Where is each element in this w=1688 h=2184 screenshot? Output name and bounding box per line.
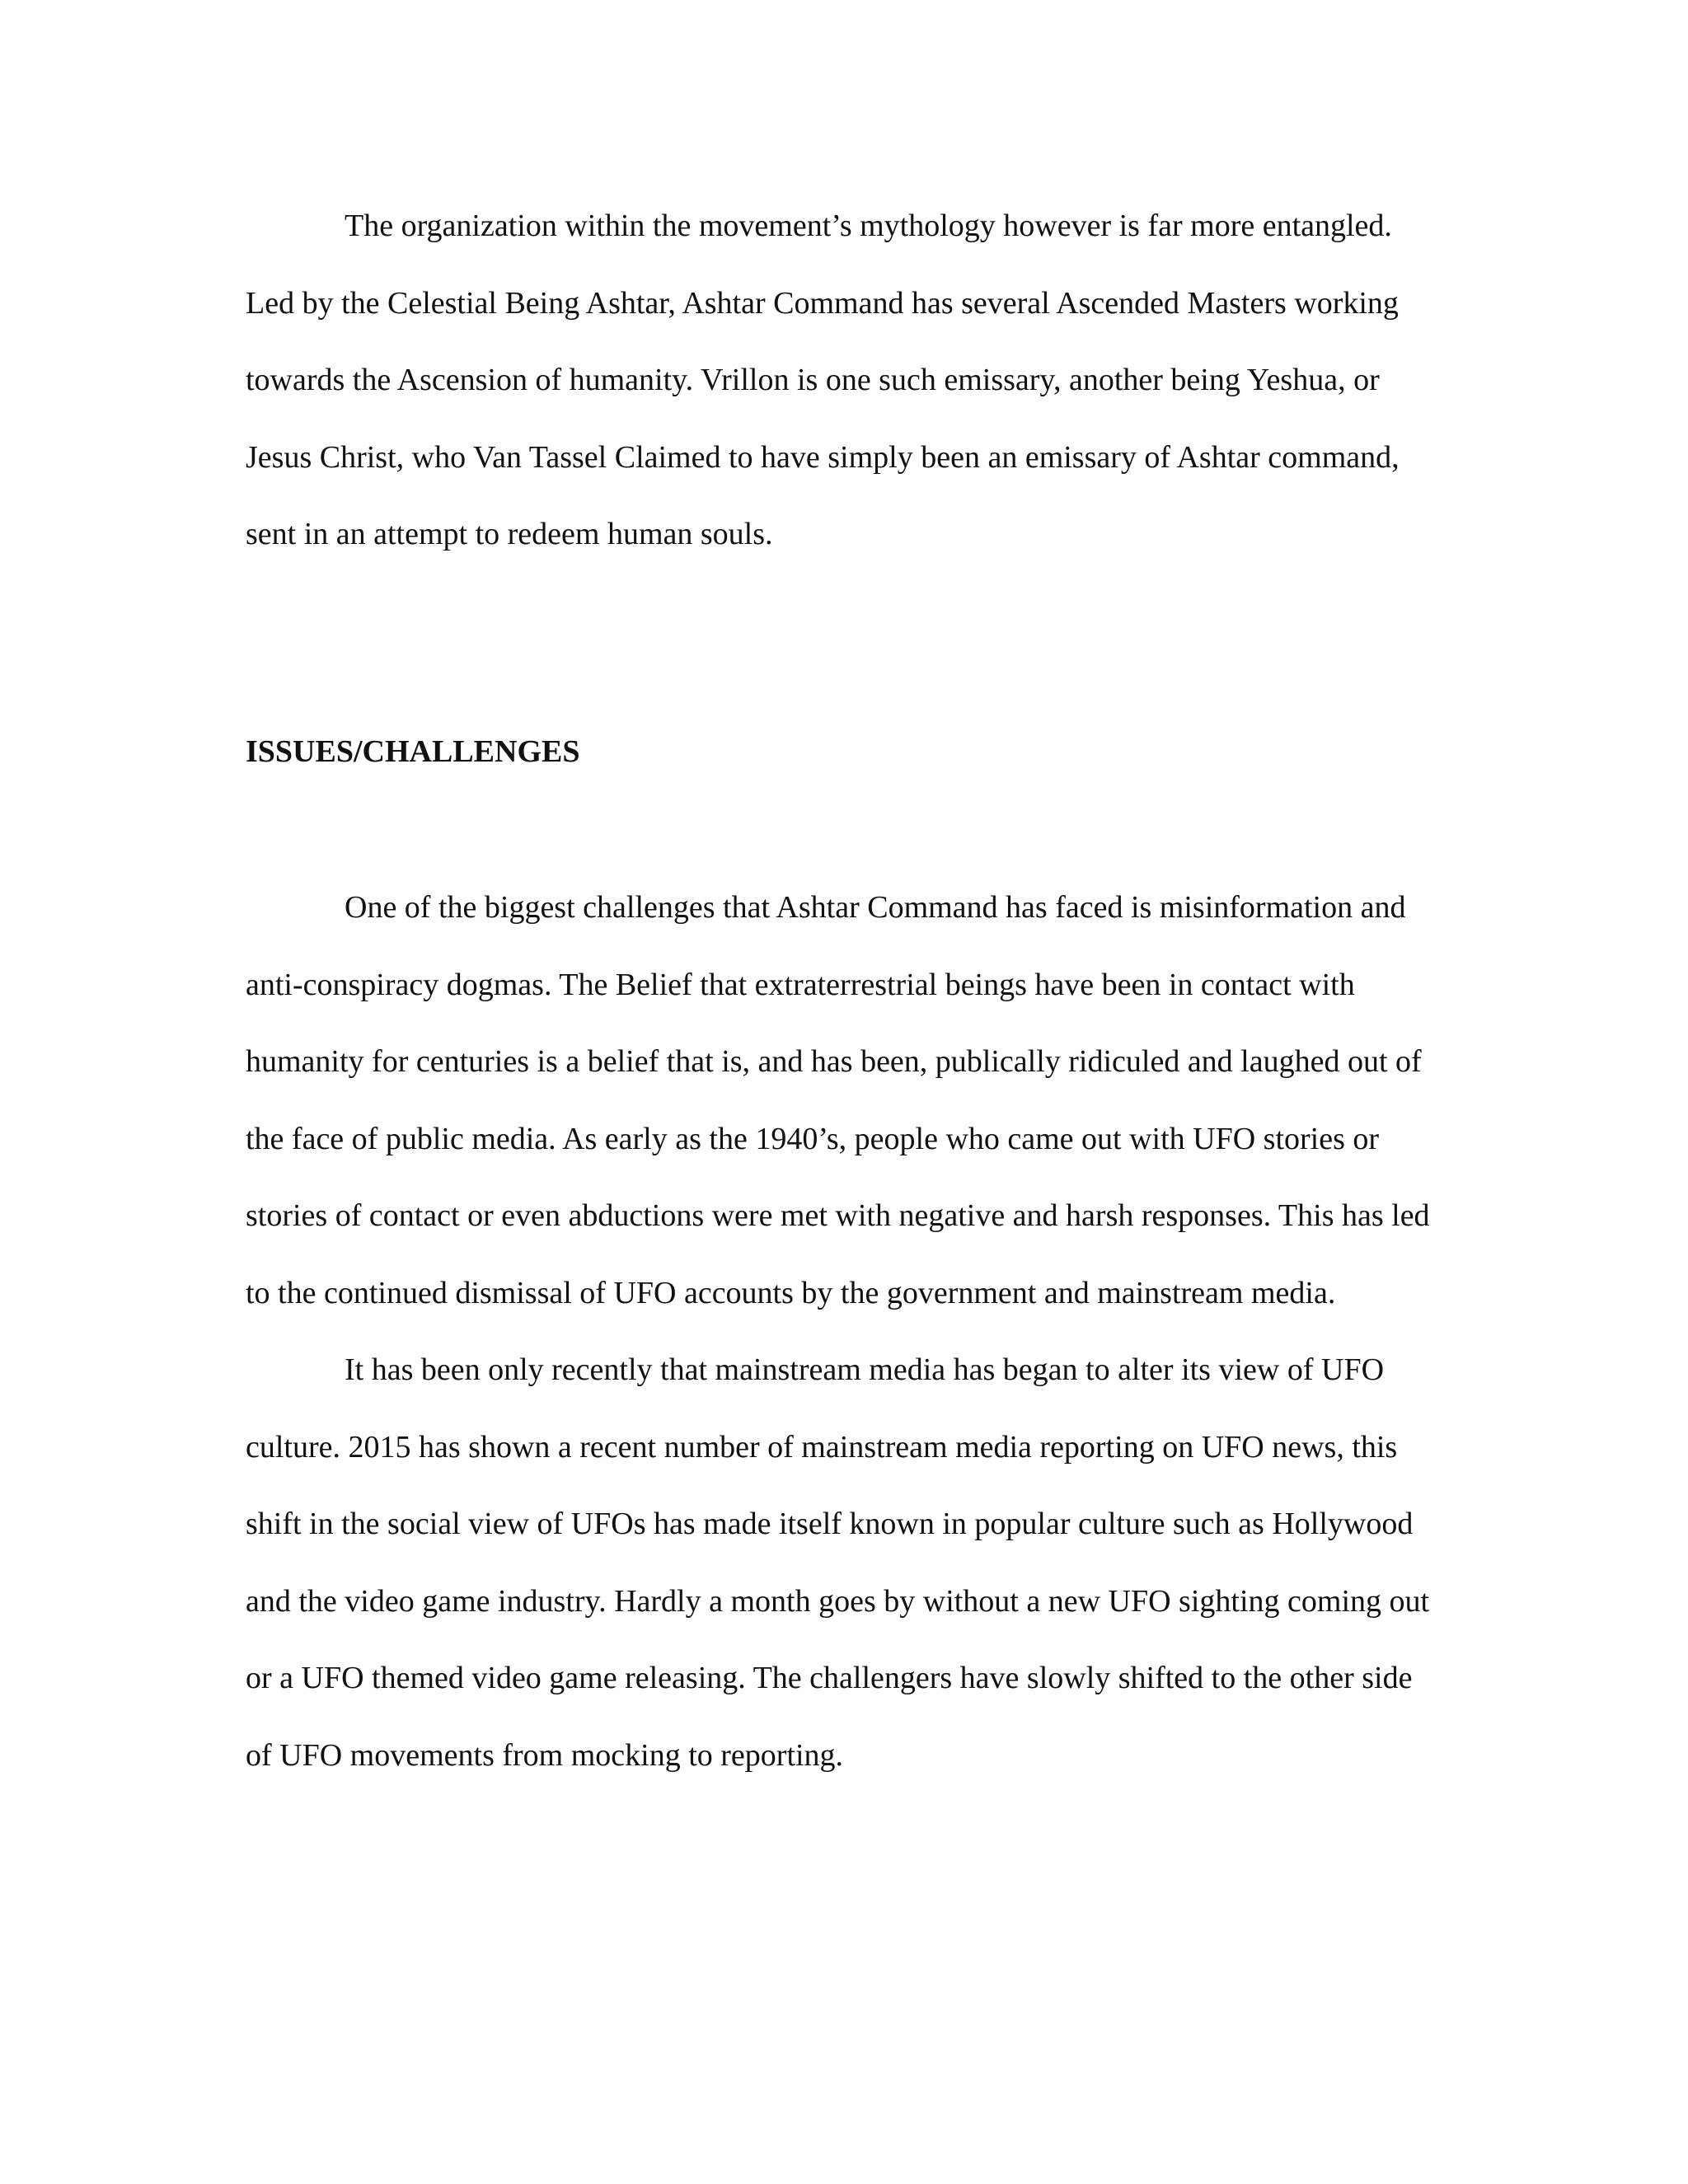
paragraph-challenges-misinformation: One of the biggest challenges that Ashtar Command has faced is misinformation and anti-conspiracy dogmas. The Belief that extraterrestrial beings have been in contact with humanity for centuries is a belief that is, and has been, publically ridiculed and laughed out of the face of public media. As early as the 1940’s, people who came out with UFO stories or stories of contact or even abductions were met with negative and harsh responses. This has led to the continued dismissal of UFO accounts by the government and mainstream media. xyxy=(246,890,1430,1310)
paragraph-mainstream-media-shift: It has been only recently that mainstream media has began to alter its view of UFO culture. 2015 has shown a recent number of mainstream media reporting on UFO news, this shift in the social view of UFOs has made itself known in popular culture such as Hollywood and the video game industry. Hardly a month goes by without a new UFO sighting coming out or a UFO themed video game releasing. The challengers have slowly shifted to the other side of UFO movements from mocking to reporting. xyxy=(246,1352,1430,1773)
spacer xyxy=(246,790,1432,869)
spacer xyxy=(246,574,1432,714)
paragraph-ashtar-organization: The organization within the movement’s mythology however is far more entangled. Led by the Celestial Being Ashtar, Ashtar Command has several Ascended Masters working towards the Ascension of humanity. Vrillon is one such emissary, another being Yeshua, or Jesus Christ, who Van Tassel Claimed to have simply been an emissary of Ashtar command, sent in an attempt to redeem human souls. xyxy=(246,209,1400,551)
section-heading-issues-challenges: ISSUES/CHALLENGES xyxy=(246,733,580,769)
document-body xyxy=(246,188,1432,1794)
